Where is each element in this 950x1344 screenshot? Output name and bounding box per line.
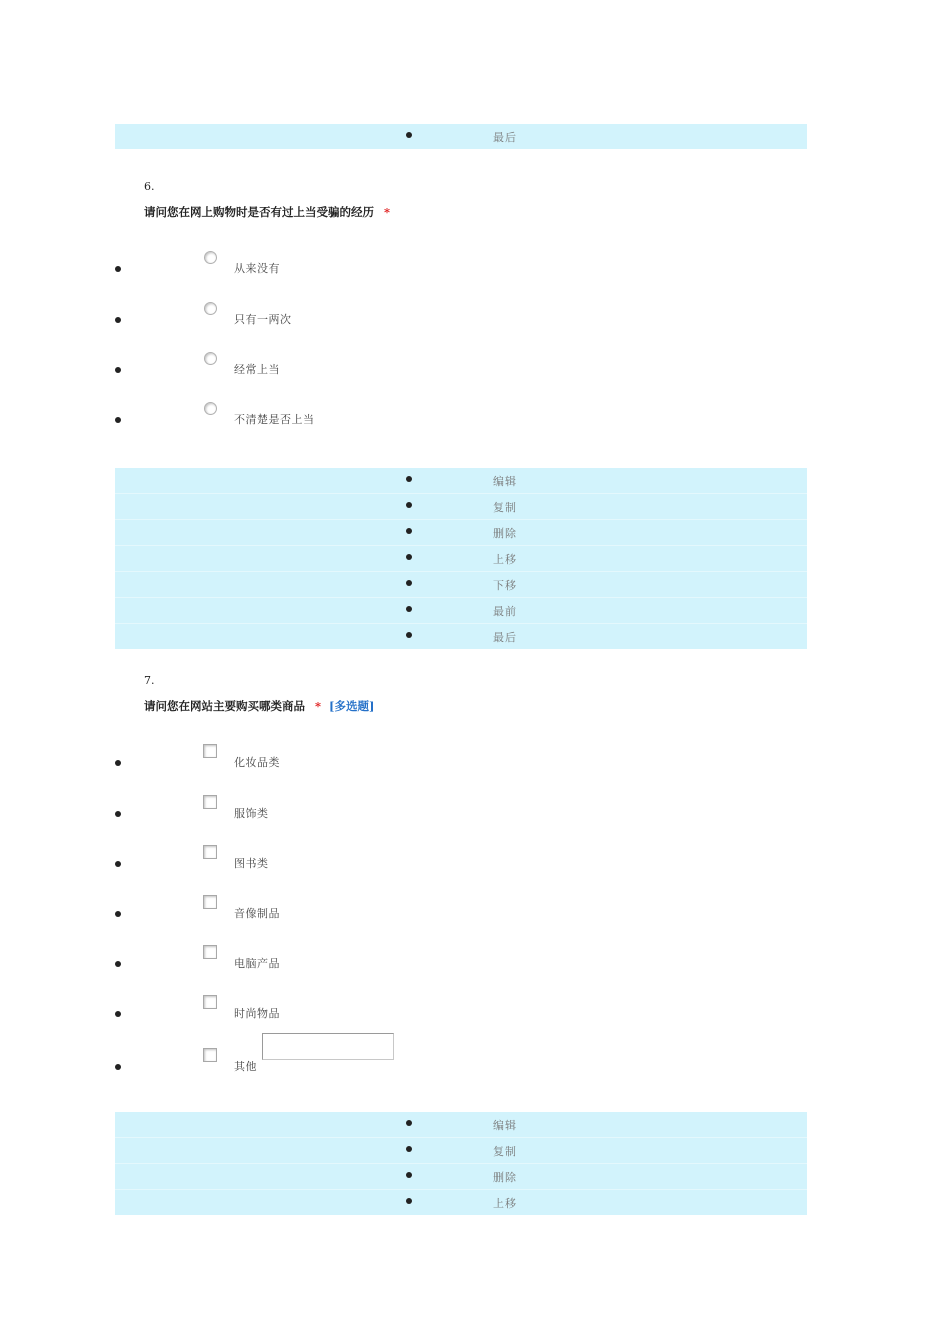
option-label[interactable]: 其他 xyxy=(234,1060,257,1073)
bullet-icon xyxy=(406,606,412,612)
toolbar-item-label[interactable]: 最前 xyxy=(493,605,517,618)
toolbar-item-label[interactable]: 编辑 xyxy=(493,1119,517,1132)
toolbar-item-label[interactable]: 最后 xyxy=(493,631,517,644)
bullet-icon xyxy=(115,367,121,373)
toolbar-item-label[interactable]: 删除 xyxy=(493,1171,517,1184)
toolbar-item-label[interactable]: 下移 xyxy=(493,579,517,592)
bullet-icon xyxy=(115,760,121,766)
option-label[interactable]: 从来没有 xyxy=(234,262,280,275)
required-marker: * xyxy=(315,699,322,713)
checkbox[interactable] xyxy=(203,744,217,758)
toolbar-item-delete[interactable] xyxy=(115,519,807,545)
bullet-icon xyxy=(115,266,121,272)
bullet-icon xyxy=(115,911,121,917)
radio-option[interactable] xyxy=(0,361,950,391)
option-label[interactable]: 图书类 xyxy=(234,857,269,870)
checkbox[interactable] xyxy=(203,845,217,859)
checkbox-option[interactable] xyxy=(0,955,950,985)
bullet-icon xyxy=(406,1146,412,1152)
option-label[interactable]: 经常上当 xyxy=(234,363,280,376)
option-label[interactable]: 化妆品类 xyxy=(234,756,280,769)
checkbox[interactable] xyxy=(203,795,217,809)
other-text-input[interactable] xyxy=(262,1033,394,1060)
checkbox[interactable] xyxy=(203,995,217,1009)
question-title-text: 请问您在网站主要购买哪类商品 xyxy=(144,699,305,713)
toolbar-item-last[interactable] xyxy=(115,623,807,649)
radio-button[interactable] xyxy=(204,402,217,415)
toolbar-item-move-down[interactable] xyxy=(115,571,807,597)
option-label[interactable]: 音像制品 xyxy=(234,907,280,920)
question-title xyxy=(144,698,374,714)
bullet-icon xyxy=(115,861,121,867)
bullet-icon xyxy=(406,1198,412,1204)
bullet-icon xyxy=(406,502,412,508)
required-marker: * xyxy=(384,205,391,219)
bullet-icon xyxy=(406,632,412,638)
checkbox-option-other[interactable] xyxy=(0,1058,950,1088)
toolbar-item-label[interactable]: 删除 xyxy=(493,527,517,540)
toolbar-item-edit[interactable] xyxy=(115,1112,807,1137)
option-label[interactable]: 电脑产品 xyxy=(234,957,280,970)
bullet-icon xyxy=(406,528,412,534)
toolbar-item-copy[interactable] xyxy=(115,493,807,519)
question-toolbar xyxy=(115,1112,807,1215)
toolbar-item-label[interactable]: 复制 xyxy=(493,1145,517,1158)
question-number: 7. xyxy=(144,674,155,687)
checkbox-option[interactable] xyxy=(0,1005,950,1035)
radio-button[interactable] xyxy=(204,251,217,264)
checkbox[interactable] xyxy=(203,945,217,959)
multi-select-tag: [多选题] xyxy=(329,699,375,713)
toolbar-item-copy[interactable] xyxy=(115,1137,807,1163)
bullet-icon xyxy=(115,317,121,323)
checkbox-option[interactable] xyxy=(0,754,950,784)
toolbar-item-label[interactable]: 编辑 xyxy=(493,475,517,488)
checkbox[interactable] xyxy=(203,1048,217,1062)
bullet-icon xyxy=(115,1064,121,1070)
checkbox-option[interactable] xyxy=(0,805,950,835)
bullet-icon xyxy=(115,417,121,423)
radio-option[interactable] xyxy=(0,260,950,290)
toolbar-item-move-up[interactable] xyxy=(115,545,807,571)
toolbar-item-label[interactable]: 上移 xyxy=(493,1197,517,1210)
checkbox[interactable] xyxy=(203,895,217,909)
bullet-icon xyxy=(406,554,412,560)
radio-option[interactable] xyxy=(0,411,950,441)
bullet-icon xyxy=(406,1120,412,1126)
toolbar-item-first[interactable] xyxy=(115,597,807,623)
toolbar-item-last[interactable] xyxy=(115,124,807,149)
radio-button[interactable] xyxy=(204,352,217,365)
bullet-icon xyxy=(115,811,121,817)
option-label[interactable]: 不清楚是否上当 xyxy=(234,413,315,426)
option-label[interactable]: 只有一两次 xyxy=(234,313,292,326)
toolbar-item-label[interactable]: 上移 xyxy=(493,553,517,566)
question-title-text: 请问您在网上购物时是否有过上当受骗的经历 xyxy=(144,205,374,219)
bullet-icon xyxy=(406,476,412,482)
toolbar-item-move-up[interactable] xyxy=(115,1189,807,1215)
question-toolbar xyxy=(115,468,807,649)
option-label[interactable]: 时尚物品 xyxy=(234,1007,280,1020)
question-title xyxy=(144,204,390,220)
bullet-icon xyxy=(406,580,412,586)
bullet-icon xyxy=(115,961,121,967)
toolbar-item-label[interactable]: 复制 xyxy=(493,501,517,514)
checkbox-option[interactable] xyxy=(0,905,950,935)
radio-button[interactable] xyxy=(204,302,217,315)
bullet-icon xyxy=(115,1011,121,1017)
question-number: 6. xyxy=(144,180,155,193)
toolbar-item-delete[interactable] xyxy=(115,1163,807,1189)
checkbox-option[interactable] xyxy=(0,855,950,885)
question-toolbar-top xyxy=(115,124,807,149)
radio-option[interactable] xyxy=(0,311,950,341)
toolbar-item-label[interactable]: 最后 xyxy=(493,131,517,144)
bullet-icon xyxy=(406,1172,412,1178)
option-label[interactable]: 服饰类 xyxy=(234,807,269,820)
bullet-icon xyxy=(406,132,412,138)
toolbar-item-edit[interactable] xyxy=(115,468,807,493)
